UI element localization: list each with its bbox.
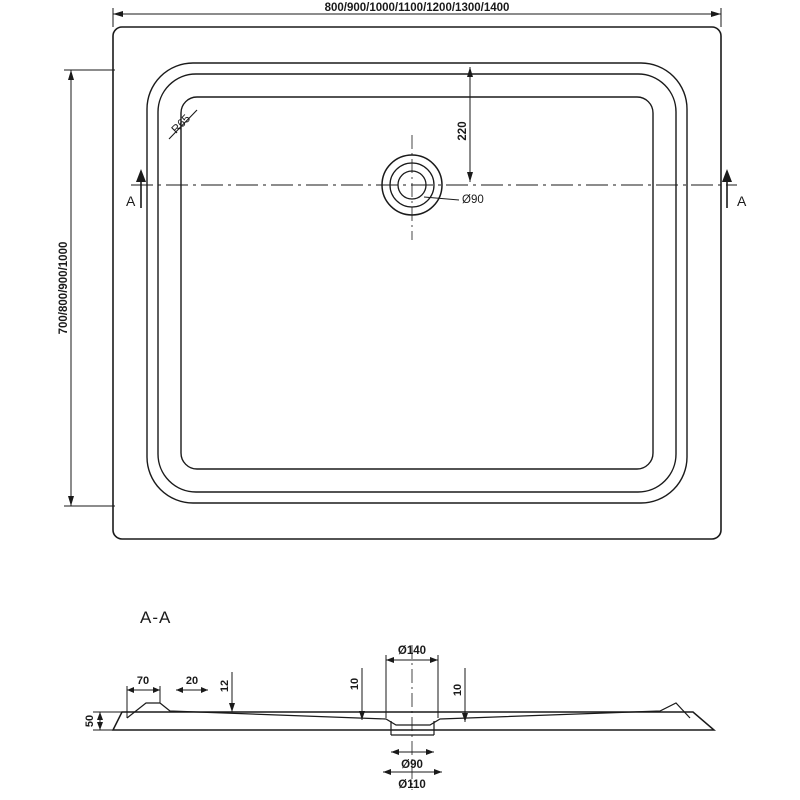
dia90-label: Ø90 bbox=[401, 759, 423, 771]
drain-offset-arrow-top bbox=[467, 67, 473, 77]
dim12-arrow-bottom bbox=[229, 703, 235, 712]
width-label: 800/900/1000/1100/1200/1300/1400 bbox=[324, 2, 510, 14]
dim50-arrow-bottom bbox=[97, 722, 103, 730]
basin-floor-outline bbox=[181, 97, 653, 469]
dim12-label: 12 bbox=[219, 679, 231, 693]
top-view bbox=[58, 2, 747, 539]
width-arrow-left bbox=[113, 11, 123, 17]
height-label: 700/800/900/1000 bbox=[58, 241, 70, 335]
dim10-left-label: 10 bbox=[349, 677, 361, 691]
section-inner-surface bbox=[127, 703, 690, 725]
dia90-arrow-right bbox=[426, 749, 434, 755]
basin-inner-outline bbox=[158, 74, 676, 492]
dim10-right-label: 10 bbox=[452, 683, 464, 697]
drain-offset-label: 220 bbox=[457, 121, 469, 141]
r65-label: R65 bbox=[169, 112, 194, 137]
dim50-arrow-top bbox=[97, 712, 103, 720]
basin-outer-outline bbox=[147, 63, 687, 503]
height-arrow-top bbox=[68, 70, 74, 80]
section-marker-left-label: A bbox=[126, 193, 136, 209]
dim50-label: 50 bbox=[84, 714, 96, 728]
dim20-label: 20 bbox=[185, 675, 199, 687]
section-outer-profile bbox=[113, 712, 714, 730]
section-marker-right-label: A bbox=[737, 193, 747, 209]
dia140-arrow-left bbox=[386, 657, 394, 663]
height-arrow-bottom bbox=[68, 496, 74, 506]
dia90-arrow-left bbox=[391, 749, 399, 755]
dia140-arrow-right bbox=[430, 657, 438, 663]
dim70-label: 70 bbox=[136, 675, 150, 687]
section-view bbox=[84, 608, 714, 791]
dia140-label: Ø140 bbox=[397, 645, 427, 657]
section-title: A-A bbox=[140, 608, 172, 627]
section-marker-left-arrow bbox=[136, 169, 146, 182]
dia110-arrow-right bbox=[434, 769, 442, 775]
dim20-arrow-left bbox=[176, 687, 183, 693]
dia110-label: Ø110 bbox=[398, 779, 426, 791]
drain-diameter-label: Ø90 bbox=[462, 194, 484, 206]
width-arrow-right bbox=[711, 11, 721, 17]
dia110-arrow-left bbox=[383, 769, 391, 775]
section-marker-right-arrow bbox=[722, 169, 732, 182]
dim70-arrow-right bbox=[153, 687, 160, 693]
dim70-arrow-left bbox=[127, 687, 134, 693]
drain-offset-arrow-bottom bbox=[467, 172, 473, 182]
dim20-arrow-right bbox=[201, 687, 208, 693]
tray-outline bbox=[113, 27, 721, 539]
